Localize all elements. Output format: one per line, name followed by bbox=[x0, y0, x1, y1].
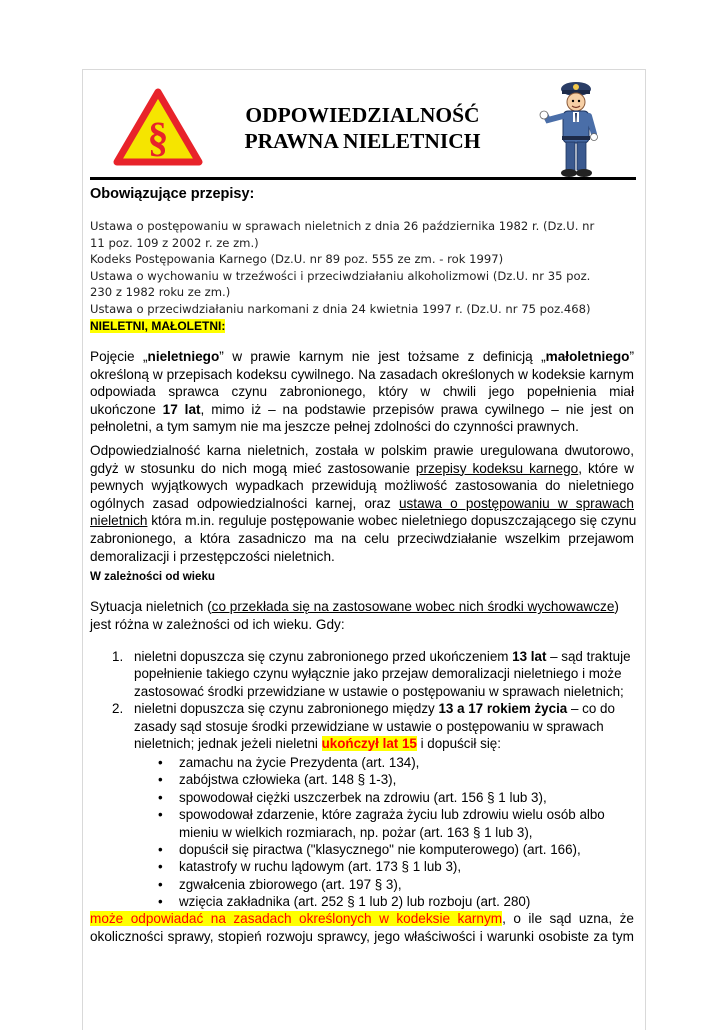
police-officer-illustration-icon bbox=[538, 78, 604, 180]
age-numbered-list bbox=[90, 648, 634, 752]
link-juvenile-act: ustawa o postępowaniu w sprawach bbox=[398, 495, 634, 511]
list-item: • zamachu na życie Prezydenta (art. 134), bbox=[158, 755, 420, 770]
header-divider bbox=[90, 177, 636, 180]
link-penal-code: przepisy kodeksu karnego bbox=[415, 460, 579, 476]
list-item: • spowodował ciężki uszczerbek na zdrowiu (art. 156 § 1 lub 3), bbox=[158, 789, 547, 805]
list-item: • zgwałcenia zbiorowego (art. 197 § 3), bbox=[158, 876, 402, 892]
age-heading: W zależności od wieku bbox=[90, 570, 215, 583]
regulation-line: Ustawa o postępowaniu w sprawach nieletnich z dnia 26 października 1982 r. (Dz.U. nr bbox=[90, 219, 595, 233]
offences-bullet-list bbox=[90, 754, 634, 911]
minors-heading: NIELETNI, MAŁOLETNI: bbox=[90, 319, 226, 333]
page-title bbox=[200, 102, 525, 154]
paragraph-liability: może odpowiadać na zasadach określonych w kodeksie karnym, o ile sąd uzna, że okoliczności sprawy, stopień rozwoju sprawcy, jego właściwości i warunki osobiste za tym bbox=[90, 911, 634, 944]
list-item: • spowodował zdarzenie, które zagraża życiu lub zdrowiu wielu osób albo mieniu w wielkich rozmiarach, np. pożar (art. 163 § 1 lub 3), bbox=[158, 807, 605, 840]
regulation-line: 11 poz. 109 z 2002 r. ze zm.) bbox=[90, 235, 259, 250]
list-item: • zabójstwa człowieka (art. 148 § 1-3), bbox=[158, 772, 397, 788]
regulation-line: Ustawa o przeciwdziałaniu narkomani z dnia 24 kwietnia 1997 r. (Dz.U. nr 75 poz.468) bbox=[90, 301, 591, 316]
regulation-line: 230 z 1982 roku ze zm.) bbox=[90, 285, 231, 300]
title-line-2: PRAWNA NIELETNICH bbox=[244, 129, 481, 153]
regulations-heading: Obowiązujące przepisy: bbox=[90, 186, 255, 202]
list-item: • wzięcia zakładnika (art. 252 § 1 lub 2) lub rozboju (art. 280) bbox=[158, 894, 531, 910]
list-item: 2. nieletni dopuszcza się czynu zabronionego między 13 a 17 rokiem życia – co do zasady sąd stosuje środki przewidziane w ustawie o postępowaniu w sprawach nieletnich; jednak jeżeli nieletni ukończył lat 15 i dopuścił się: bbox=[112, 701, 615, 752]
list-item: • dopuścił się piractwa ("klasycznego" nie komputerowego) (art. 166), bbox=[158, 842, 581, 858]
title-line-1: ODPOWIEDZIALNOŚĆ bbox=[245, 103, 480, 127]
paragraph-warning-sign-icon bbox=[113, 88, 203, 166]
list-item: • katastrofy w ruchu lądowym (art. 173 § 1 lub 3), bbox=[158, 859, 462, 875]
list-item: 1. nieletni dopuszcza się czynu zabronionego przed ukończeniem 13 lat – sąd traktuje popełnienie takiego czynu wyłącznie jako przejaw demoralizacji nieletniego i może zastosować środki przewidziane w ustawie o postępowaniu w sprawach nieletnich; bbox=[112, 649, 631, 699]
paragraph-dual-track: Odpowiedzialność karna nieletnich, została w polskim prawie uregulowana dwutorowo, gdyż w stosunku do nich mogą mieć zastosowanie przepisy kodeksu karnego, które w pewnych wyjątkowych wypadkach przewidują możliwość zastosowania do nieletniego ogólnych zasad odpowiedzialności karnej, oraz ustawa o postępowaniu w sprawach nieletnich która m.in. reguluje postępowanie wobec nieletniego dopuszczającego się czynu zabronionego, a która zasadniczo ma na celu przeciwdziałanie wszelkim przejawom demoralizacji i przestępczości nieletnich. bbox=[90, 443, 637, 564]
svg-text:§: § bbox=[147, 115, 169, 161]
paragraph-situation: Sytuacja nieletnich (co przekłada się na zastosowane wobec nich środki wychowawcze) jest różna w zależności od ich wieku. Gdy: bbox=[90, 599, 619, 632]
paragraph-definition: Pojęcie „nieletniego” w prawie karnym nie jest tożsame z definicją „małoletniego” określoną w przepisach kodeksu cywilnego. Na zasadach określonych w kodeksie karnym odpowiada sprawca czynu zabronionego, który w chwili jego popełnienia miał ukończone 17 lat, mimo iż – na podstawie przepisów prawa cywilnego – nie jest on pełnoletni, a tym samym nie ma jeszcze pełnej zdolności do czynności prawnych. bbox=[90, 349, 635, 435]
regulation-line: Kodeks Postępowania Karnego (Dz.U. nr 89 poz. 555 ze zm. - rok 1997) bbox=[90, 252, 504, 267]
regulations-list bbox=[90, 218, 638, 318]
regulation-line: Ustawa o wychowaniu w trzeźwości i przeciwdziałaniu alkoholizmowi (Dz.U. nr 35 poz. bbox=[90, 268, 591, 283]
